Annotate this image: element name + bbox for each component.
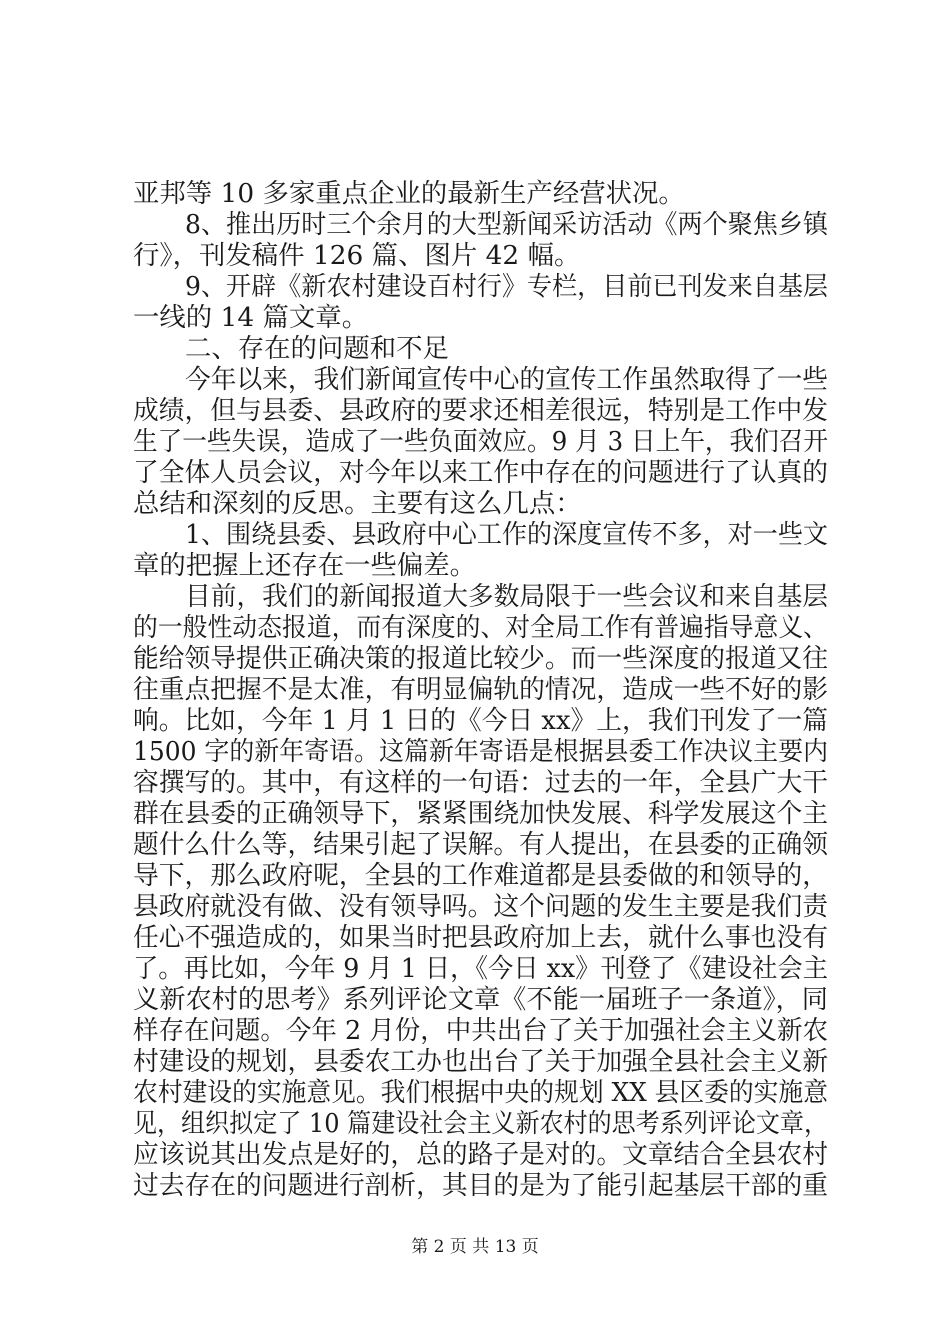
text-line: 章的把握上还存在一些偏差。: [133, 550, 477, 581]
text-line: 响。比如，今年 1 月 1 日的《今日 xx》上，我们刊发了一篇: [133, 705, 828, 736]
text-line: 9、开辟《新农村建设百村行》专栏，目前已刊发来自基层: [185, 271, 829, 302]
text-line: 见，组织拟定了 10 篇建设社会主义新农村的思考系列评论文章，: [133, 1108, 829, 1139]
text-line: 成绩，但与县委、县政府的要求还相差很远，特别是工作中发: [133, 395, 829, 426]
text-line: 村建设的规划，县委农工办也出台了关于加强全县社会主义新: [133, 1046, 829, 1077]
text-line: 亚邦等 10 多家重点企业的最新生产经营状况。: [133, 178, 685, 209]
text-line: 群在县委的正确领导下，紧紧围绕加快发展、科学发展这个主: [133, 798, 829, 829]
text-line: 往重点把握不是太准，有明显偏轨的情况，造成一些不好的影: [133, 674, 829, 705]
text-line: 总结和深刻的反思。主要有这么几点：: [133, 488, 582, 519]
text-line: 应该说其出发点是好的，总的路子是对的。文章结合全县农村: [133, 1139, 829, 1170]
text-line: 一线的 14 篇文章。: [133, 302, 369, 333]
text-line: 能给领导提供正确决策的报道比较少。而一些深度的报道又往: [133, 643, 829, 674]
text-line: 农村建设的实施意见。我们根据中央的规划 XX 县区委的实施意: [133, 1077, 828, 1108]
page-footer: 第 2 页 共 13 页: [411, 1237, 539, 1257]
text-line: 县政府就没有做、没有领导吗。这个问题的发生主要是我们责: [133, 891, 829, 922]
text-line: 1500 字的新年寄语。这篇新年寄语是根据县委工作决议主要内: [133, 736, 829, 767]
text-line: 行》，刊发稿件 126 篇、图片 42 幅。: [133, 240, 581, 271]
text-line: 导下，那么政府呢，全县的工作难道都是县委做的和领导的，: [133, 860, 829, 891]
text-line: 义新农村的思考》系列评论文章《不能一届班子一条道》，同: [133, 984, 829, 1015]
text-line: 今年以来，我们新闻宣传中心的宣传工作虽然取得了一些: [185, 364, 829, 395]
text-line: 8、推出历时三个余月的大型新闻采访活动《两个聚焦乡镇: [185, 209, 829, 240]
text-line: 生了一些失误，造成了一些负面效应。9 月 3 日上午，我们召开: [133, 426, 828, 457]
text-line: 1、围绕县委、县政府中心工作的深度宣传不多，对一些文: [185, 519, 829, 550]
section-heading: 二、存在的问题和不足: [185, 333, 449, 364]
text-line: 任心不强造成的，如果当时把县政府加上去，就什么事也没有: [133, 922, 829, 953]
text-line: 目前，我们的新闻报道大多数局限于一些会议和来自基层: [185, 581, 829, 612]
text-line: 的一般性动态报道，而有深度的、对全局工作有普遍指导意义、: [133, 612, 828, 643]
text-line: 容撰写的。其中，有这样的一句语：过去的一年，全县广大干: [133, 767, 829, 798]
text-line: 样存在问题。今年 2 月份，中共出台了关于加强社会主义新农: [133, 1015, 828, 1046]
text-line: 过去存在的问题进行剖析，其目的是为了能引起基层干部的重: [133, 1170, 829, 1201]
text-line: 了全体人员会议，对今年以来工作中存在的问题进行了认真的: [133, 457, 829, 488]
text-line: 了。再比如，今年 9 月 1 日，《今日 xx》刊登了《建设社会主: [133, 953, 828, 984]
text-line: 题什么什么等，结果引起了误解。有人提出，在县委的正确领: [133, 829, 829, 860]
